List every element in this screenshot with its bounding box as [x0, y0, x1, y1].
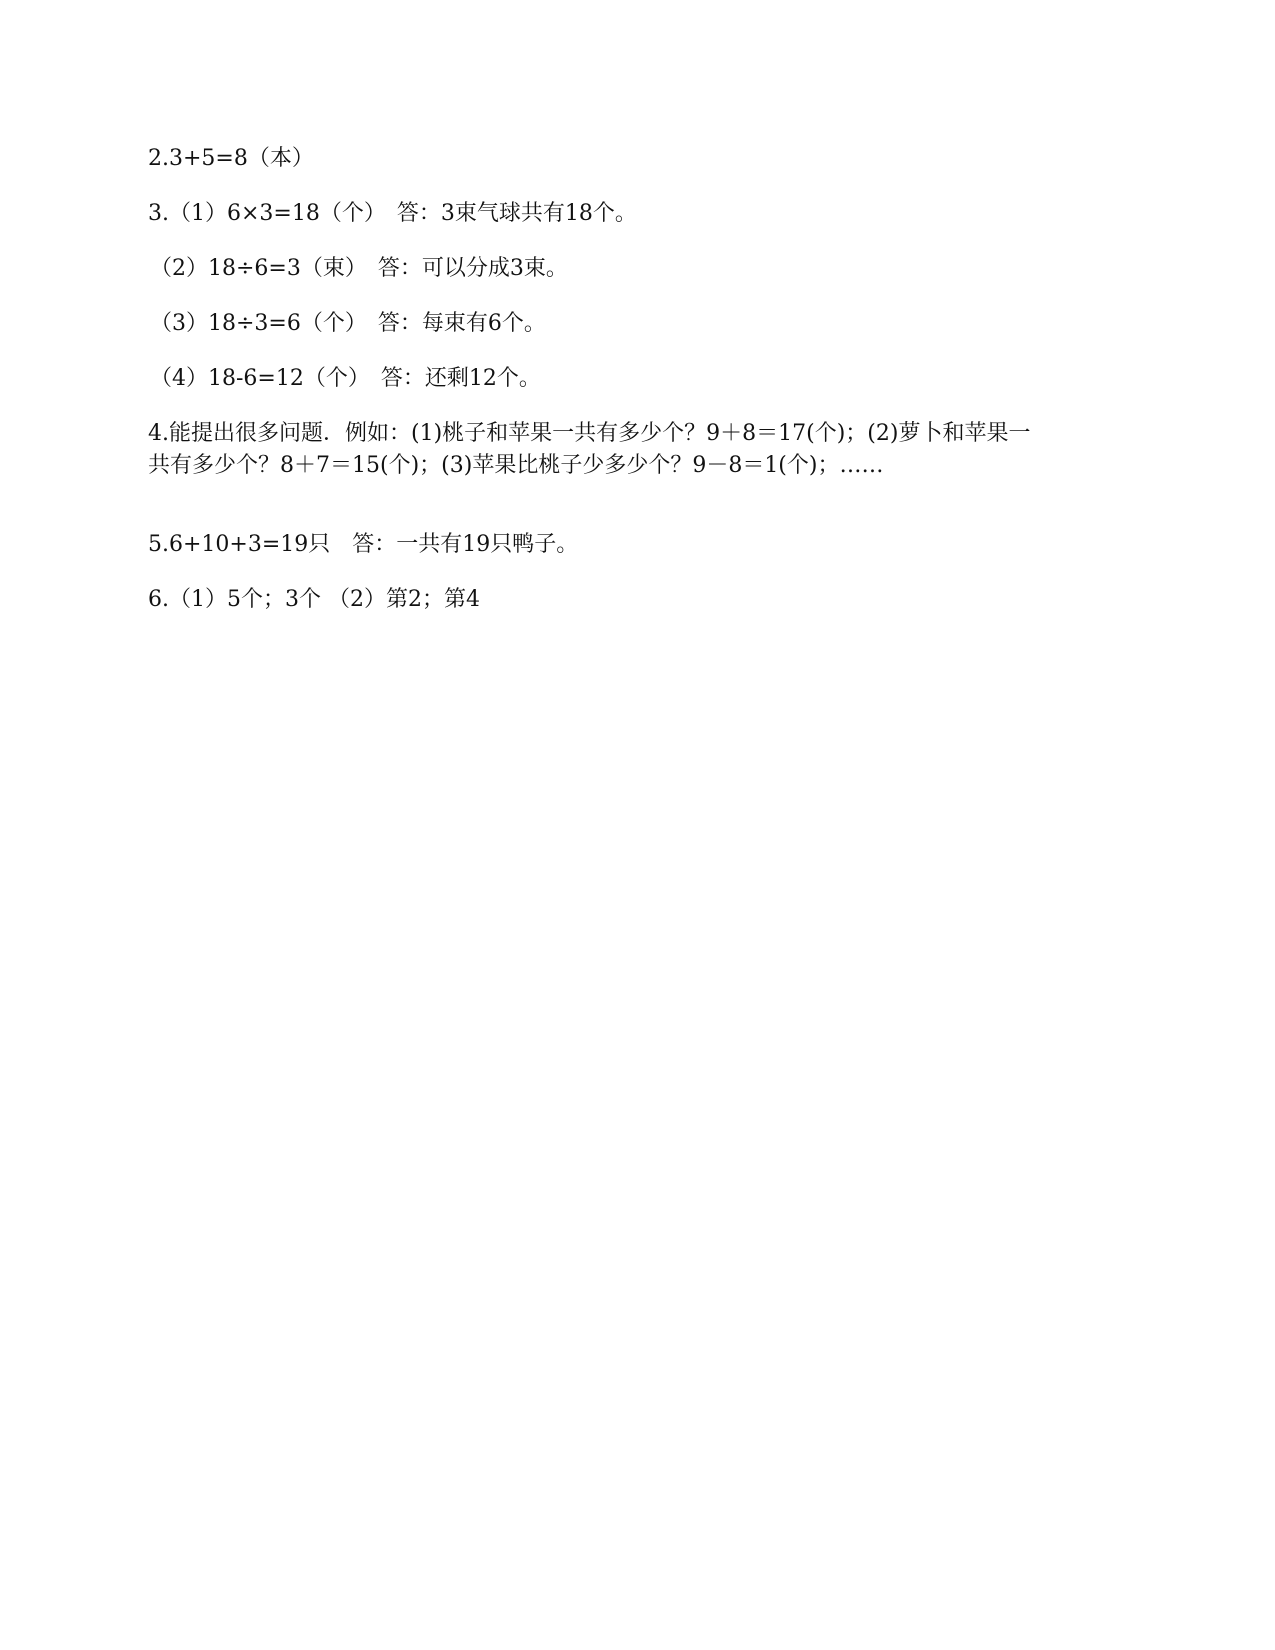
answer-4-part-4: （4）18-6=12（个） 答：还剩12个。 [150, 366, 541, 391]
answer-3-part-3: （3）18÷3=6（个） 答：每束有6个。 [150, 311, 546, 336]
answer-4-line-2: 共有多少个？8＋7＝15(个)；(3)苹果比桃子少多少个？9－8＝1(个)；…… [148, 453, 884, 478]
answer-6: 6.（1）5个；3个 （2）第2；第4 [148, 587, 480, 612]
answer-4-line-1: 4.能提出很多问题．例如：(1)桃子和苹果一共有多少个？9＋8＝17(个)；(2)萝卜和苹果一 [148, 421, 1031, 446]
answer-3-part-2: （2）18÷6=3（束） 答：可以分成3束。 [150, 256, 568, 281]
answer-2: 2.3+5=8（本） [148, 146, 314, 171]
answer-3-part-1: 3.（1）6×3=18（个） 答：3束气球共有18个。 [148, 201, 637, 226]
answer-5: 5.6+10+3=19只 答：一共有19只鸭子。 [148, 532, 579, 557]
